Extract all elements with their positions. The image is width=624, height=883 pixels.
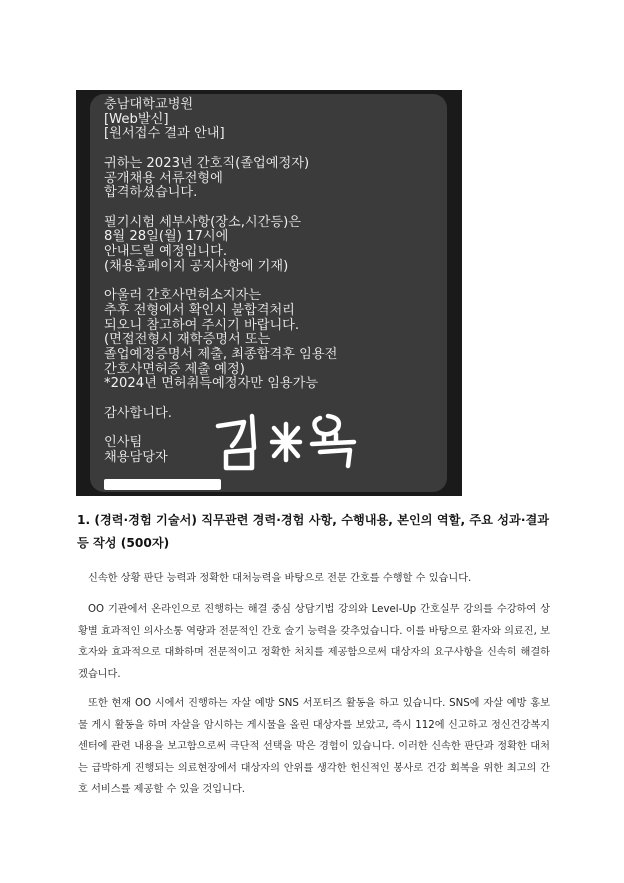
sms-message-text: 충남대학교병원 [Web발신] [원서접수 결과 안내] 귀하는 2023년 간호직(졸업예정자) 공개채용 서류전형에 합격하셨습니다. 필기시험 세부사항(장소,시간등)은 8월 28일(월) 17시에 안내드릴 예정입니다. (채용홈페이지 공지사항에 기재) 아울러 간호사면허소지자는 추후 전형에서 확인시 불합격처리 되오니 참고하여 주시기 바랍니다. (면접전형시 재학증명서 또는 졸업예정증명서 제출, 최종합격후 임용전 간호사면허증 제출 예정) *2024년 면허취득예정자만 임용가능 감사합니다. 인사팀 채용담당자 — [104, 97, 338, 465]
message-bubble — [90, 94, 447, 492]
handwritten-signature — [214, 410, 374, 472]
question-heading: 1. (경력·경험 기술서) 직무관련 경력·경험 사항, 수행내용, 본인의 역할, 주요 성과·결과 등 작성 (500자) — [77, 513, 549, 550]
answer-paragraph-2: OO 기관에서 온라인으로 진행하는 해결 중심 상담기법 강의와 Level-Up 간호실무 강의를 수강하여 상황별 효과적인 의사소통 역량과 전문적인 간호 술기 능력을 갖추었습니다. 이를 바탕으로 환자와 의료진, 보호자와 효과적으로 대화하며 전문적이고 정확한 처치를 제공함으로써 대상자의 요구사항을 신속히 해결하겠습니다. — [78, 604, 550, 680]
redacted-phone-number — [104, 479, 221, 490]
answer-paragraph-1: 신속한 상황 판단 능력과 정확한 대처능력을 바탕으로 전문 간호를 수행할 수 있습니다. — [88, 573, 472, 584]
answer-paragraph-3: 또한 현재 OO 시에서 진행하는 자살 예방 SNS 서포터즈 활동을 하고 있습니다. SNS에 자살 예방 홍보물 게시 활동을 하며 자살을 암시하는 게시물을 올린 대상자를 보았고, 즉시 112에 신고하고 정신건강복지센터에 관련 내용을 보고함으로써 극단적 선택을 막은 경험이 있습니다. 이러한 신속한 판단과 정확한 대처는 급박하게 진행되는 의료현장에서 대상자의 안위를 생각한 헌신적인 봉사로 건강 회복을 위한 최고의 간호 서비스를 제공할 수 있을 것입니다. — [78, 698, 550, 795]
sms-screenshot — [76, 90, 462, 496]
